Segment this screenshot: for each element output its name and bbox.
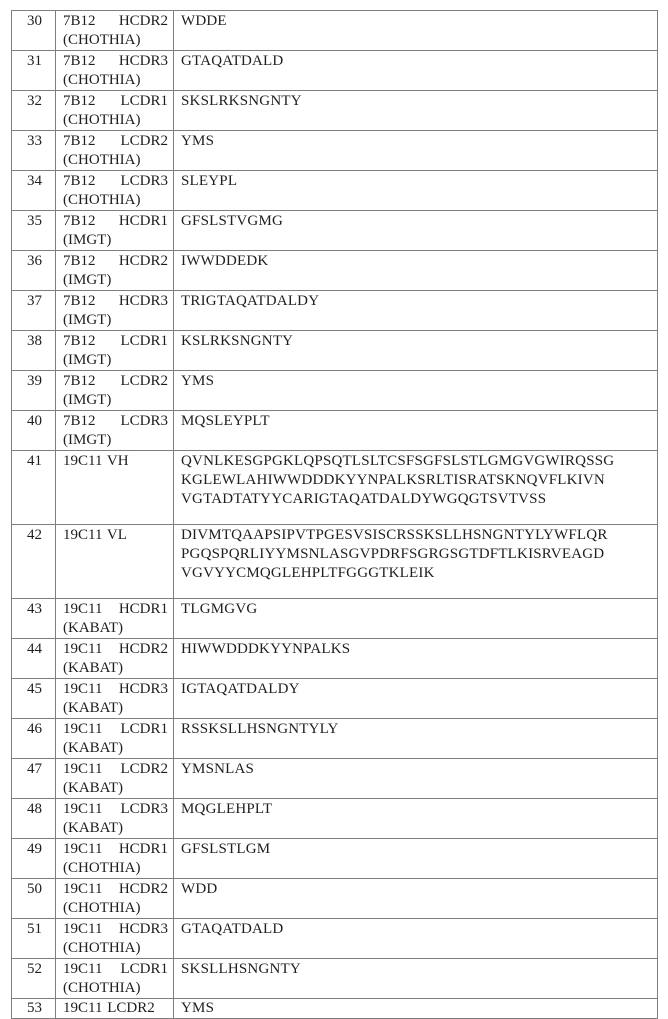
antibody-region-cell: 7B12 HCDR3 (CHOTHIA) — [56, 51, 174, 91]
seq-id-cell: 30 — [12, 11, 56, 51]
table-row — [12, 291, 658, 331]
seq-id-cell: 38 — [12, 331, 56, 371]
sequence-cell: TRIGTAQATDALDY — [174, 291, 658, 331]
sequence-cell: GTAQATDALD — [174, 51, 658, 91]
antibody-region-cell: 19C11 LCDR2 — [56, 999, 174, 1019]
antibody-region-cell: 7B12 LCDR3 (CHOTHIA) — [56, 171, 174, 211]
antibody-region-cell: 7B12 HCDR3 (IMGT) — [56, 291, 174, 331]
table-row — [12, 211, 658, 251]
seq-id-cell: 53 — [12, 999, 56, 1019]
sequence-cell: SKSLLHSNGNTY — [174, 959, 658, 999]
seq-id-cell: 36 — [12, 251, 56, 291]
sequence-cell: DIVMTQAAPSIPVTPGESVSISCRSSKSLLHSNGNTYLYWFLQR PGQSPQRLIYYMSNLASGVPDRFSGRGSGTDFTLKISRVEAGD VGVYYCMQGLEHPLTFGGGTKLEIK — [174, 525, 658, 599]
sequence-cell: SKSLRKSNGNTY — [174, 91, 658, 131]
seq-id-cell: 52 — [12, 959, 56, 999]
sequence-cell: KSLRKSNGNTY — [174, 331, 658, 371]
table-row — [12, 411, 658, 451]
sequence-cell: QVNLKESGPGKLQPSQTLSLTCSFSGFSLSTLGMGVGWIRQSSG KGLEWLAHIWWDDDKYYNPALKSRLTISRATSKNQVFLKIVN VGTADTATYYCARIGTAQATDALDYWGQGTSVTVSS — [174, 451, 658, 525]
antibody-region-cell: 19C11 LCDR3 (KABAT) — [56, 799, 174, 839]
sequence-cell: IWWDDEDK — [174, 251, 658, 291]
antibody-region-cell: 19C11 VL — [56, 525, 174, 599]
table-row — [12, 959, 658, 999]
seq-id-cell: 31 — [12, 51, 56, 91]
table-row — [12, 759, 658, 799]
antibody-region-cell: 7B12 LCDR2 (IMGT) — [56, 371, 174, 411]
antibody-region-cell: 7B12 HCDR2 (CHOTHIA) — [56, 11, 174, 51]
seq-id-cell: 39 — [12, 371, 56, 411]
seq-id-cell: 50 — [12, 879, 56, 919]
table-row — [12, 371, 658, 411]
seq-id-cell: 46 — [12, 719, 56, 759]
table-row — [12, 51, 658, 91]
sequence-cell: YMS — [174, 999, 658, 1019]
seq-id-cell: 41 — [12, 451, 56, 525]
antibody-region-cell: 19C11 HCDR3 (KABAT) — [56, 679, 174, 719]
antibody-region-cell: 7B12 LCDR2 (CHOTHIA) — [56, 131, 174, 171]
sequence-cell: IGTAQATDALDY — [174, 679, 658, 719]
antibody-region-cell: 7B12 HCDR2 (IMGT) — [56, 251, 174, 291]
antibody-region-cell: 19C11 HCDR1 (CHOTHIA) — [56, 839, 174, 879]
seq-id-cell: 33 — [12, 131, 56, 171]
table-row — [12, 999, 658, 1019]
sequence-cell: YMS — [174, 131, 658, 171]
table-row — [12, 331, 658, 371]
table-row — [12, 599, 658, 639]
table-row — [12, 639, 658, 679]
sequence-cell: YMS — [174, 371, 658, 411]
antibody-region-cell: 7B12 LCDR1 (IMGT) — [56, 331, 174, 371]
antibody-region-cell: 7B12 LCDR1 (CHOTHIA) — [56, 91, 174, 131]
seq-id-cell: 34 — [12, 171, 56, 211]
table-row — [12, 839, 658, 879]
seq-id-cell: 42 — [12, 525, 56, 599]
table-row — [12, 11, 658, 51]
seq-id-cell: 43 — [12, 599, 56, 639]
antibody-region-cell: 19C11 HCDR1 (KABAT) — [56, 599, 174, 639]
seq-id-cell: 49 — [12, 839, 56, 879]
sequence-cell: GTAQATDALD — [174, 919, 658, 959]
seq-id-cell: 32 — [12, 91, 56, 131]
antibody-region-cell: 19C11 HCDR3 (CHOTHIA) — [56, 919, 174, 959]
antibody-region-cell: 19C11 HCDR2 (KABAT) — [56, 639, 174, 679]
table-row — [12, 131, 658, 171]
sequence-cell: GFSLSTLGM — [174, 839, 658, 879]
table-row — [12, 451, 658, 525]
sequence-cell: WDDE — [174, 11, 658, 51]
table-row — [12, 679, 658, 719]
seq-id-cell: 47 — [12, 759, 56, 799]
table-body — [12, 11, 658, 1019]
sequence-cell: YMSNLAS — [174, 759, 658, 799]
table-row — [12, 171, 658, 211]
seq-id-cell: 48 — [12, 799, 56, 839]
seq-id-cell: 35 — [12, 211, 56, 251]
table-row — [12, 251, 658, 291]
antibody-region-cell: 19C11 HCDR2 (CHOTHIA) — [56, 879, 174, 919]
table-row — [12, 799, 658, 839]
table-row — [12, 879, 658, 919]
sequence-cell: HIWWDDDKYYNPALKS — [174, 639, 658, 679]
sequence-cell: MQGLEHPLT — [174, 799, 658, 839]
seq-id-cell: 37 — [12, 291, 56, 331]
sequence-cell: RSSKSLLHSNGNTYLY — [174, 719, 658, 759]
sequence-cell: WDD — [174, 879, 658, 919]
table-row — [12, 525, 658, 599]
sequence-cell: GFSLSTVGMG — [174, 211, 658, 251]
seq-id-cell: 40 — [12, 411, 56, 451]
antibody-region-cell: 7B12 LCDR3 (IMGT) — [56, 411, 174, 451]
sequence-listing-table — [11, 10, 658, 1019]
sequence-cell: TLGMGVG — [174, 599, 658, 639]
antibody-region-cell: 19C11 LCDR1 (CHOTHIA) — [56, 959, 174, 999]
sequence-cell: SLEYPL — [174, 171, 658, 211]
antibody-region-cell: 7B12 HCDR1 (IMGT) — [56, 211, 174, 251]
sequence-cell: MQSLEYPLT — [174, 411, 658, 451]
antibody-region-cell: 19C11 LCDR2 (KABAT) — [56, 759, 174, 799]
antibody-region-cell: 19C11 VH — [56, 451, 174, 525]
table-row — [12, 919, 658, 959]
antibody-region-cell: 19C11 LCDR1 (KABAT) — [56, 719, 174, 759]
seq-id-cell: 45 — [12, 679, 56, 719]
table-row — [12, 91, 658, 131]
seq-id-cell: 51 — [12, 919, 56, 959]
table-row — [12, 719, 658, 759]
seq-id-cell: 44 — [12, 639, 56, 679]
